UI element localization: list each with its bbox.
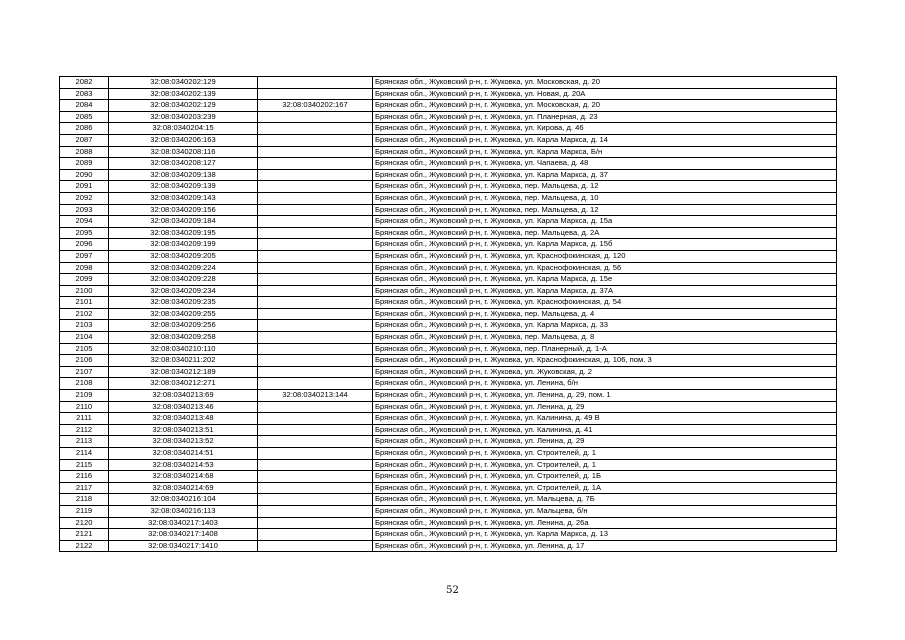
address-cell: Брянская обл., Жуковский р-н, г. Жуковка, пер. Планерный, д. 1-А (373, 343, 837, 355)
address-cell: Брянская обл., Жуковский р-н, г. Жуковка, ул. Жуковская, д. 2 (373, 366, 837, 378)
row-number-cell: 2115 (60, 459, 109, 471)
related-cadastral-number-cell (258, 471, 373, 483)
cadastral-number-cell: 32:08:0340206:163 (109, 134, 258, 146)
row-number-cell: 2091 (60, 181, 109, 193)
cadastral-number-cell: 32:08:0340213:46 (109, 401, 258, 413)
cadastral-number-cell: 32:08:0340209:195 (109, 227, 258, 239)
cadastral-number-cell: 32:08:0340209:228 (109, 274, 258, 286)
row-number-cell: 2085 (60, 111, 109, 123)
table-row (60, 378, 837, 390)
related-cadastral-number-cell (258, 111, 373, 123)
address-cell: Брянская обл., Жуковский р-н, г. Жуковка, ул. Ленина, б/н (373, 378, 837, 390)
address-cell: Брянская обл., Жуковский р-н, г. Жуковка, ул. Ленина, д. 29 (373, 436, 837, 448)
cadastral-number-cell: 32:08:0340217:1408 (109, 529, 258, 541)
cadastral-number-cell: 32:08:0340211:202 (109, 355, 258, 367)
row-number-cell: 2121 (60, 529, 109, 541)
row-number-cell: 2087 (60, 134, 109, 146)
row-number-cell: 2083 (60, 88, 109, 100)
row-number-cell: 2106 (60, 355, 109, 367)
cadastral-number-cell: 32:08:0340202:129 (109, 77, 258, 89)
cadastral-number-cell: 32:08:0340209:235 (109, 297, 258, 309)
row-number-cell: 2112 (60, 424, 109, 436)
row-number-cell: 2119 (60, 505, 109, 517)
related-cadastral-number-cell (258, 505, 373, 517)
related-cadastral-number-cell (258, 436, 373, 448)
related-cadastral-number-cell (258, 227, 373, 239)
table-row (60, 77, 837, 89)
row-number-cell: 2122 (60, 540, 109, 552)
row-number-cell: 2118 (60, 494, 109, 506)
address-cell: Брянская обл., Жуковский р-н, г. Жуковка, ул. Чапаева, д. 48 (373, 158, 837, 170)
cadastral-number-cell: 32:08:0340209:258 (109, 332, 258, 344)
cadastral-number-cell: 32:08:0340212:189 (109, 366, 258, 378)
row-number-cell: 2109 (60, 390, 109, 402)
row-number-cell: 2100 (60, 285, 109, 297)
cadastral-number-cell: 32:08:0340213:48 (109, 413, 258, 425)
address-cell: Брянская обл., Жуковский р-н, г. Жуковка, ул. Краснофокинская, д. 120 (373, 250, 837, 262)
table-row (60, 505, 837, 517)
cadastral-number-cell: 32:08:0340209:143 (109, 192, 258, 204)
related-cadastral-number-cell: 32:08:0340202:167 (258, 100, 373, 112)
row-number-cell: 2113 (60, 436, 109, 448)
cadastral-number-cell: 32:08:0340209:184 (109, 216, 258, 228)
table-row (60, 494, 837, 506)
row-number-cell: 2103 (60, 320, 109, 332)
related-cadastral-number-cell (258, 343, 373, 355)
cadastral-number-cell: 32:08:0340209:138 (109, 169, 258, 181)
row-number-cell: 2096 (60, 239, 109, 251)
table-row (60, 471, 837, 483)
cadastral-number-cell: 32:08:0340213:51 (109, 424, 258, 436)
related-cadastral-number-cell (258, 540, 373, 552)
address-cell: Брянская обл., Жуковский р-н, г. Жуковка, ул. Мальцева, б/н (373, 505, 837, 517)
cadastral-number-cell: 32:08:0340204:15 (109, 123, 258, 135)
related-cadastral-number-cell (258, 216, 373, 228)
address-cell: Брянская обл., Жуковский р-н, г. Жуковка, ул. Московская, д. 20 (373, 100, 837, 112)
address-cell: Брянская обл., Жуковский р-н, г. Жуковка, ул. Строителей, д. 1 (373, 459, 837, 471)
table-row (60, 204, 837, 216)
cadastral-number-cell: 32:08:0340213:52 (109, 436, 258, 448)
table-row (60, 413, 837, 425)
row-number-cell: 2105 (60, 343, 109, 355)
cadastral-number-cell: 32:08:0340202:139 (109, 88, 258, 100)
address-cell: Брянская обл., Жуковский р-н, г. Жуковка, пер. Мальцева, д. 4 (373, 308, 837, 320)
table-row (60, 332, 837, 344)
address-cell: Брянская обл., Жуковский р-н, г. Жуковка, ул. Строителей, д. 1Б (373, 471, 837, 483)
table-row (60, 482, 837, 494)
table-row (60, 216, 837, 228)
address-cell: Брянская обл., Жуковский р-н, г. Жуковка, ул. Ленина, д. 29, пом. 1 (373, 390, 837, 402)
table-row (60, 436, 837, 448)
related-cadastral-number-cell (258, 285, 373, 297)
table-row (60, 401, 837, 413)
table-row (60, 88, 837, 100)
table-row (60, 285, 837, 297)
address-cell: Брянская обл., Жуковский р-н, г. Жуковка, ул. Краснофокинская, д. 54 (373, 297, 837, 309)
row-number-cell: 2094 (60, 216, 109, 228)
related-cadastral-number-cell (258, 192, 373, 204)
cadastral-number-cell: 32:08:0340209:224 (109, 262, 258, 274)
row-number-cell: 2093 (60, 204, 109, 216)
cadastral-number-cell: 32:08:0340216:113 (109, 505, 258, 517)
table-row (60, 390, 837, 402)
table-row (60, 111, 837, 123)
cadastral-number-cell: 32:08:0340209:156 (109, 204, 258, 216)
cadastral-number-cell: 32:08:0340209:255 (109, 308, 258, 320)
related-cadastral-number-cell (258, 274, 373, 286)
table-row (60, 308, 837, 320)
related-cadastral-number-cell (258, 320, 373, 332)
related-cadastral-number-cell (258, 332, 373, 344)
row-number-cell: 2101 (60, 297, 109, 309)
related-cadastral-number-cell (258, 134, 373, 146)
cadastral-number-cell: 32:08:0340212:271 (109, 378, 258, 390)
row-number-cell: 2090 (60, 169, 109, 181)
row-number-cell: 2082 (60, 77, 109, 89)
address-cell: Брянская обл., Жуковский р-н, г. Жуковка, ул. Калинина, д. 41 (373, 424, 837, 436)
address-cell: Брянская обл., Жуковский р-н, г. Жуковка, ул. Планерная, д. 23 (373, 111, 837, 123)
table-row (60, 169, 837, 181)
cadastral-number-cell: 32:08:0340209:199 (109, 239, 258, 251)
address-cell: Брянская обл., Жуковский р-н, г. Жуковка, ул. Строителей, д. 1 (373, 448, 837, 460)
related-cadastral-number-cell (258, 250, 373, 262)
related-cadastral-number-cell (258, 413, 373, 425)
table-row (60, 158, 837, 170)
table-row (60, 146, 837, 158)
table-row (60, 250, 837, 262)
row-number-cell: 2110 (60, 401, 109, 413)
row-number-cell: 2104 (60, 332, 109, 344)
cadastral-number-cell: 32:08:0340209:256 (109, 320, 258, 332)
address-cell: Брянская обл., Жуковский р-н, г. Жуковка, ул. Ленина, д. 17 (373, 540, 837, 552)
related-cadastral-number-cell (258, 424, 373, 436)
address-cell: Брянская обл., Жуковский р-н, г. Жуковка, ул. Ленина, д. 26а (373, 517, 837, 529)
row-number-cell: 2102 (60, 308, 109, 320)
related-cadastral-number-cell (258, 77, 373, 89)
property-register-table (59, 76, 837, 552)
address-cell: Брянская обл., Жуковский р-н, г. Жуковка, ул. Карла Маркса, д. 13 (373, 529, 837, 541)
related-cadastral-number-cell (258, 366, 373, 378)
related-cadastral-number-cell (258, 88, 373, 100)
table-row (60, 100, 837, 112)
related-cadastral-number-cell (258, 204, 373, 216)
address-cell: Брянская обл., Жуковский р-н, г. Жуковка, ул. Мальцева, д. 7Б (373, 494, 837, 506)
row-number-cell: 2120 (60, 517, 109, 529)
address-cell: Брянская обл., Жуковский р-н, г. Жуковка, ул. Карла Маркса, Б/н (373, 146, 837, 158)
table-row (60, 320, 837, 332)
address-cell: Брянская обл., Жуковский р-н, г. Жуковка, ул. Карла Маркса, д. 15а (373, 216, 837, 228)
row-number-cell: 2092 (60, 192, 109, 204)
related-cadastral-number-cell (258, 482, 373, 494)
address-cell: Брянская обл., Жуковский р-н, г. Жуковка, ул. Новая, д. 20А (373, 88, 837, 100)
page-number: 52 (446, 585, 459, 596)
related-cadastral-number-cell (258, 378, 373, 390)
row-number-cell: 2114 (60, 448, 109, 460)
table-row (60, 540, 837, 552)
row-number-cell: 2084 (60, 100, 109, 112)
table-row (60, 448, 837, 460)
table-row (60, 192, 837, 204)
cadastral-number-cell: 32:08:0340214:51 (109, 448, 258, 460)
related-cadastral-number-cell (258, 262, 373, 274)
cadastral-number-cell: 32:08:0340202:129 (109, 100, 258, 112)
row-number-cell: 2086 (60, 123, 109, 135)
row-number-cell: 2088 (60, 146, 109, 158)
related-cadastral-number-cell (258, 239, 373, 251)
address-cell: Брянская обл., Жуковский р-н, г. Жуковка, ул. Карла Маркса, д. 37А (373, 285, 837, 297)
address-cell: Брянская обл., Жуковский р-н, г. Жуковка, ул. Кирова, д. 46 (373, 123, 837, 135)
table-row (60, 366, 837, 378)
cadastral-number-cell: 32:08:0340208:116 (109, 146, 258, 158)
table-row (60, 517, 837, 529)
table-row (60, 424, 837, 436)
row-number-cell: 2089 (60, 158, 109, 170)
table-row (60, 529, 837, 541)
related-cadastral-number-cell (258, 355, 373, 367)
cadastral-number-cell: 32:08:0340213:69 (109, 390, 258, 402)
cadastral-number-cell: 32:08:0340209:234 (109, 285, 258, 297)
address-cell: Брянская обл., Жуковский р-н, г. Жуковка, ул. Московская, д. 20 (373, 77, 837, 89)
address-cell: Брянская обл., Жуковский р-н, г. Жуковка, пер. Мальцева, д. 12 (373, 181, 837, 193)
row-number-cell: 2097 (60, 250, 109, 262)
row-number-cell: 2117 (60, 482, 109, 494)
related-cadastral-number-cell (258, 401, 373, 413)
address-cell: Брянская обл., Жуковский р-н, г. Жуковка, ул. Карла Маркса, д. 15б (373, 239, 837, 251)
address-cell: Брянская обл., Жуковский р-н, г. Жуковка, пер. Мальцева, д. 8 (373, 332, 837, 344)
address-cell: Брянская обл., Жуковский р-н, г. Жуковка, пер. Мальцева, д. 12 (373, 204, 837, 216)
address-cell: Брянская обл., Жуковский р-н, г. Жуковка, пер. Мальцева, д. 2А (373, 227, 837, 239)
related-cadastral-number-cell (258, 158, 373, 170)
related-cadastral-number-cell (258, 297, 373, 309)
row-number-cell: 2099 (60, 274, 109, 286)
related-cadastral-number-cell (258, 494, 373, 506)
row-number-cell: 2098 (60, 262, 109, 274)
row-number-cell: 2107 (60, 366, 109, 378)
table-row (60, 181, 837, 193)
related-cadastral-number-cell (258, 517, 373, 529)
related-cadastral-number-cell (258, 308, 373, 320)
table-body (60, 77, 837, 552)
row-number-cell: 2116 (60, 471, 109, 483)
related-cadastral-number-cell (258, 146, 373, 158)
address-cell: Брянская обл., Жуковский р-н, г. Жуковка, ул. Карла Маркса, д. 37 (373, 169, 837, 181)
table-row (60, 227, 837, 239)
cadastral-number-cell: 32:08:0340209:205 (109, 250, 258, 262)
related-cadastral-number-cell (258, 459, 373, 471)
address-cell: Брянская обл., Жуковский р-н, г. Жуковка, ул. Калинина, д. 49 В (373, 413, 837, 425)
related-cadastral-number-cell (258, 448, 373, 460)
cadastral-number-cell: 32:08:0340216:104 (109, 494, 258, 506)
cadastral-number-cell: 32:08:0340217:1410 (109, 540, 258, 552)
cadastral-number-cell: 32:08:0340208:127 (109, 158, 258, 170)
address-cell: Брянская обл., Жуковский р-н, г. Жуковка, ул. Строителей, д. 1А (373, 482, 837, 494)
cadastral-number-cell: 32:08:0340214:68 (109, 471, 258, 483)
cadastral-number-cell: 32:08:0340203:239 (109, 111, 258, 123)
table-row (60, 343, 837, 355)
table-row (60, 459, 837, 471)
table-row (60, 134, 837, 146)
row-number-cell: 2108 (60, 378, 109, 390)
table-row (60, 355, 837, 367)
table-row (60, 262, 837, 274)
cadastral-number-cell: 32:08:0340214:53 (109, 459, 258, 471)
cadastral-number-cell: 32:08:0340209:139 (109, 181, 258, 193)
table-row (60, 123, 837, 135)
address-cell: Брянская обл., Жуковский р-н, г. Жуковка, ул. Краснофокинская, д. 56 (373, 262, 837, 274)
related-cadastral-number-cell: 32:08:0340213:144 (258, 390, 373, 402)
address-cell: Брянская обл., Жуковский р-н, г. Жуковка, ул. Ленина, д. 29 (373, 401, 837, 413)
address-cell: Брянская обл., Жуковский р-н, г. Жуковка, пер. Мальцева, д. 10 (373, 192, 837, 204)
related-cadastral-number-cell (258, 529, 373, 541)
cadastral-number-cell: 32:08:0340217:1403 (109, 517, 258, 529)
row-number-cell: 2111 (60, 413, 109, 425)
address-cell: Брянская обл., Жуковский р-н, г. Жуковка, ул. Карла Маркса, д. 33 (373, 320, 837, 332)
address-cell: Брянская обл., Жуковский р-н, г. Жуковка, ул. Карла Маркса, д. 15е (373, 274, 837, 286)
related-cadastral-number-cell (258, 181, 373, 193)
address-cell: Брянская обл., Жуковский р-н, г. Жуковка, ул. Краснофокинская, д. 106, пом. 3 (373, 355, 837, 367)
table-row (60, 239, 837, 251)
address-cell: Брянская обл., Жуковский р-н, г. Жуковка, ул. Карла Маркса, д. 14 (373, 134, 837, 146)
related-cadastral-number-cell (258, 123, 373, 135)
table-row (60, 297, 837, 309)
row-number-cell: 2095 (60, 227, 109, 239)
cadastral-number-cell: 32:08:0340210:110 (109, 343, 258, 355)
related-cadastral-number-cell (258, 169, 373, 181)
table-row (60, 274, 837, 286)
cadastral-number-cell: 32:08:0340214:69 (109, 482, 258, 494)
